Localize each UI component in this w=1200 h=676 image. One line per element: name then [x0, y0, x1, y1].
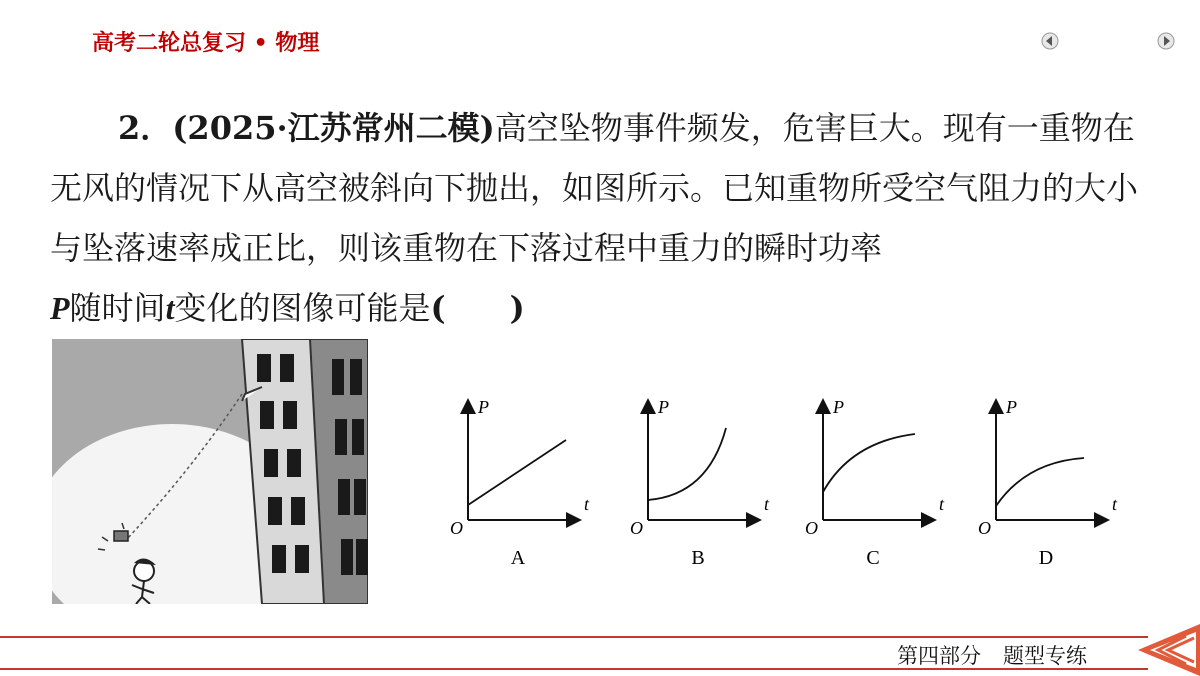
graph-option-d	[978, 397, 1118, 569]
variable-p: P	[50, 290, 70, 326]
footer-section-label	[897, 640, 1087, 670]
option-label: C	[866, 547, 880, 569]
x-axis-label: t	[584, 494, 590, 514]
x-axis-label: t	[764, 494, 770, 514]
origin-label: O	[805, 518, 818, 538]
question-stem-3: 变化的图像可能是	[174, 289, 431, 327]
x-axis-label: t	[939, 494, 945, 514]
p-t-curve	[823, 434, 915, 492]
y-axis-label: P	[833, 397, 844, 417]
footer-part: 第四部分	[897, 644, 981, 668]
option-label: A	[510, 547, 526, 569]
arrow-left-icon[interactable]	[1040, 31, 1060, 51]
double-chevron-left-icon[interactable]	[1138, 624, 1200, 676]
p-t-curve	[648, 428, 726, 500]
question-source: (2025·江苏常州二模)	[172, 109, 495, 147]
question-stem-2: 随时间	[69, 289, 166, 327]
option-label: B	[691, 547, 705, 569]
origin-label: O	[978, 518, 991, 538]
footer-section: 题型专练	[1003, 644, 1087, 668]
graph-option-a	[450, 397, 590, 569]
footer-rule-top	[0, 636, 1148, 638]
answer-blank: ( )	[430, 289, 525, 327]
graph-option-b	[630, 397, 770, 569]
question-text	[50, 98, 1155, 338]
graph-option-c	[805, 397, 945, 569]
header-title: 高考二轮总复习 • 物理	[92, 31, 320, 56]
origin-label: O	[450, 518, 463, 538]
option-label: D	[1038, 547, 1054, 569]
y-axis-label: P	[478, 397, 489, 417]
p-t-curve	[468, 440, 566, 505]
question-number: 2．	[118, 109, 173, 147]
y-axis-label: P	[658, 397, 669, 417]
y-axis-label: P	[1006, 397, 1017, 417]
question-stem: 高空坠物事件频发，危害巨大。现有一重物在无风的情况下从高空被斜向下抛出，如图所示。已知重物所受空气阻力的大小与坠落速率成正比，则该重物在下落过程中重力的瞬时功率	[50, 109, 1139, 267]
x-axis-label: t	[1112, 494, 1118, 514]
falling-object-illustration	[52, 339, 368, 604]
variable-t: t	[165, 290, 175, 326]
graph-options	[440, 380, 1140, 580]
p-t-curve	[996, 458, 1084, 506]
origin-label: O	[630, 518, 643, 538]
arrow-right-icon[interactable]	[1156, 31, 1176, 51]
